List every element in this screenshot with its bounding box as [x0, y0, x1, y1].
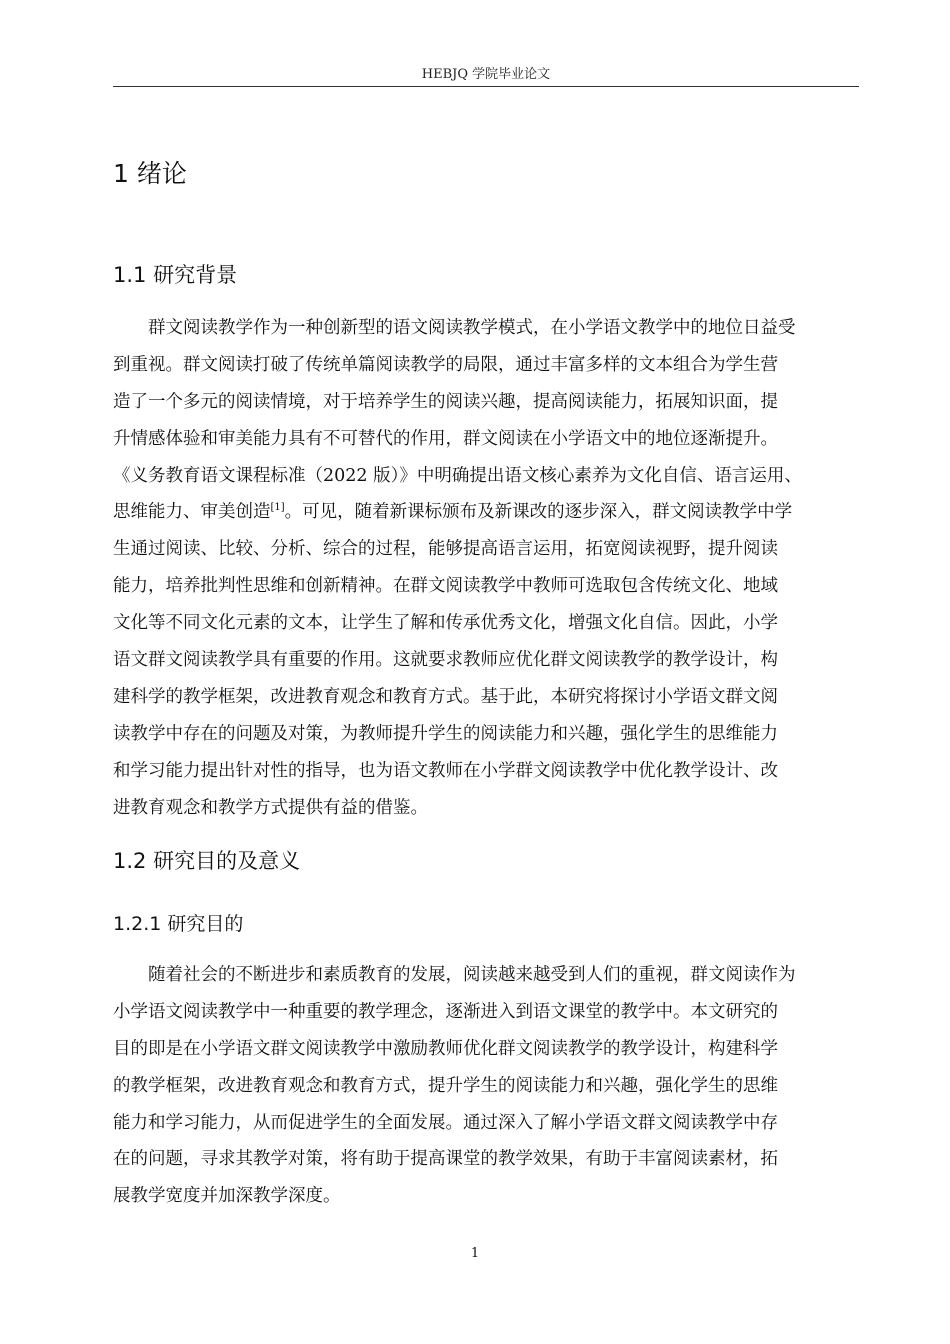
text-line: 在的问题，寻求其教学对策，将有助于提高课堂的教学效果，有助于丰富阅读素材，拓 [113, 1149, 778, 1170]
text-segment: 。可见，随着新课标颁布及新课改的逐步深入，群文阅读教学中学 [284, 502, 793, 523]
section-number: 1.2 [113, 849, 147, 873]
text-line: 升情感体验和审美能力具有不可替代的作用，群文阅读在小学语文中的地位逐渐提升。 [113, 428, 778, 449]
text-line: 随着社会的不断进步和素质教育的发展，阅读越来越受到人们的重视，群文阅读作为 [148, 965, 796, 985]
subsection-title: 研究目的 [167, 913, 244, 935]
text-line: 小学语文阅读教学中一种重要的教学理念，逐渐进入到语文课堂的教学中。本文研究的 [113, 1001, 778, 1022]
citation-ref: [1] [270, 502, 285, 514]
paragraph-research-purpose [113, 957, 865, 1215]
text-line: 读教学中存在的问题及对策，为教师提升学生的阅读能力和兴趣，强化学生的思维能力 [113, 723, 778, 744]
text-line: 群文阅读教学作为一种创新型的语文阅读教学模式，在小学语文教学中的地位日益受 [148, 318, 796, 338]
text-line: 语文群文阅读教学具有重要的作用。这就要求教师应优化群文阅读教学的教学设计，构 [113, 650, 778, 671]
text-line: 能力，培养批判性思维和创新精神。在群文阅读教学中教师可选取包含传统文化、地域 [113, 576, 778, 597]
section-number: 1.1 [113, 263, 147, 287]
page-number: 1 [470, 1246, 480, 1261]
section-1-2-heading [113, 846, 300, 876]
text-segment: 思维能力、审美创造 [113, 502, 271, 523]
running-header-title: HEBJQ 学院毕业论文 [421, 67, 551, 82]
section-1-2-1-heading [113, 910, 243, 938]
text-line: 生通过阅读、比较、分析、综合的过程，能够提高语言运用，拓宽阅读视野，提升阅读 [113, 539, 778, 560]
text-line: 能力和学习能力，从而促进学生的全面发展。通过深入了解小学语文群文阅读教学中存 [113, 1112, 778, 1133]
section-title: 研究目的及意义 [153, 849, 301, 873]
chapter-number: 1 [113, 159, 129, 188]
text-line: 进教育观念和教学方式提供有益的借鉴。 [113, 797, 428, 818]
running-header [113, 64, 859, 87]
section-title: 研究背景 [153, 263, 238, 287]
text-line: 和学习能力提出针对性的指导，也为语文教师在小学群文阅读教学中优化教学设计、改 [113, 760, 778, 781]
chapter-heading [113, 156, 187, 192]
text-line: 《义务教育语文课程标准（2022 版）》中明确提出语文核心素养为文化自信、语言运用、 [113, 465, 802, 486]
paragraph-research-background [113, 310, 865, 826]
subsection-number: 1.2.1 [113, 913, 162, 935]
text-line: 的教学框架，改进教育观念和教育方式，提升学生的阅读能力和兴趣，强化学生的思维 [113, 1075, 778, 1096]
chapter-title: 绪论 [136, 159, 187, 188]
text-line: 到重视。群文阅读打破了传统单篇阅读教学的局限，通过丰富多样的文本组合为学生营 [113, 354, 778, 375]
text-line: 建科学的教学框架，改进教育观念和教育方式。基于此，本研究将探讨小学语文群文阅 [113, 686, 778, 707]
text-line-with-citation [113, 494, 865, 531]
text-line: 文化等不同文化元素的文本，让学生了解和传承优秀文化，增强文化自信。因此，小学 [113, 613, 778, 634]
section-1-1-heading [113, 260, 237, 290]
text-line: 目的即是在小学语文群文阅读教学中激励教师优化群文阅读教学的教学设计，构建科学 [113, 1038, 778, 1059]
text-line: 造了一个多元的阅读情境，对于培养学生的阅读兴趣，提高阅读能力，拓展知识面，提 [113, 391, 778, 412]
text-line: 展教学宽度并加深教学深度。 [113, 1186, 341, 1207]
